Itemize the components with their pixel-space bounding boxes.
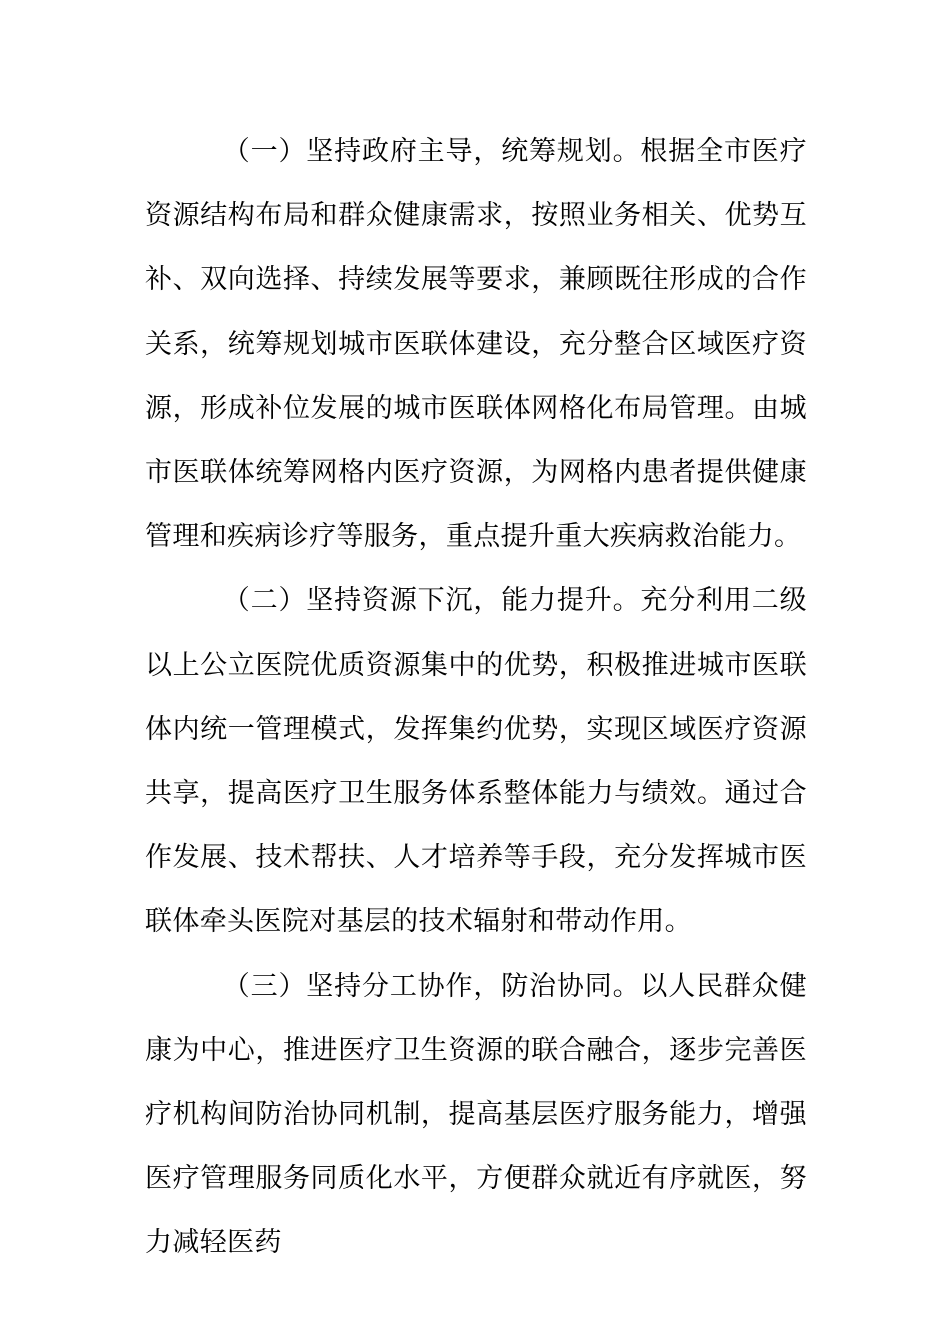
- document-body: [145, 120, 807, 1276]
- paragraph-principle-3: （三）坚持分工协作，防治协同。以人民群众健康为中心，推进医疗卫生资源的联合融合，逐步完善医疗机构间防治协同机制，提高基层医疗服务能力，增强医疗管理服务同质化水平，方便群众就近有序就医，努力减轻医药: [145, 970, 807, 1259]
- paragraph-principle-1: （一）坚持政府主导，统筹规划。根据全市医疗资源结构布局和群众健康需求，按照业务相关、优势互补、双向选择、持续发展等要求，兼顾既往形成的合作关系，统筹规划城市医联体建设，充分整合区域医疗资源，形成补位发展的城市医联体网格化布局管理。由城市医联体统筹网格内医疗资源，为网格内患者提供健康管理和疾病诊疗等服务，重点提升重大疾病救治能力。: [145, 136, 807, 553]
- paragraph-principle-2: （二）坚持资源下沉，能力提升。充分利用二级以上公立医院优质资源集中的优势，积极推进城市医联体内统一管理模式，发挥集约优势，实现区域医疗资源共享，提高医疗卫生服务体系整体能力与绩效。通过合作发展、技术帮扶、人才培养等手段，充分发挥城市医联体牵头医院对基层的技术辐射和带动作用。: [145, 585, 807, 938]
